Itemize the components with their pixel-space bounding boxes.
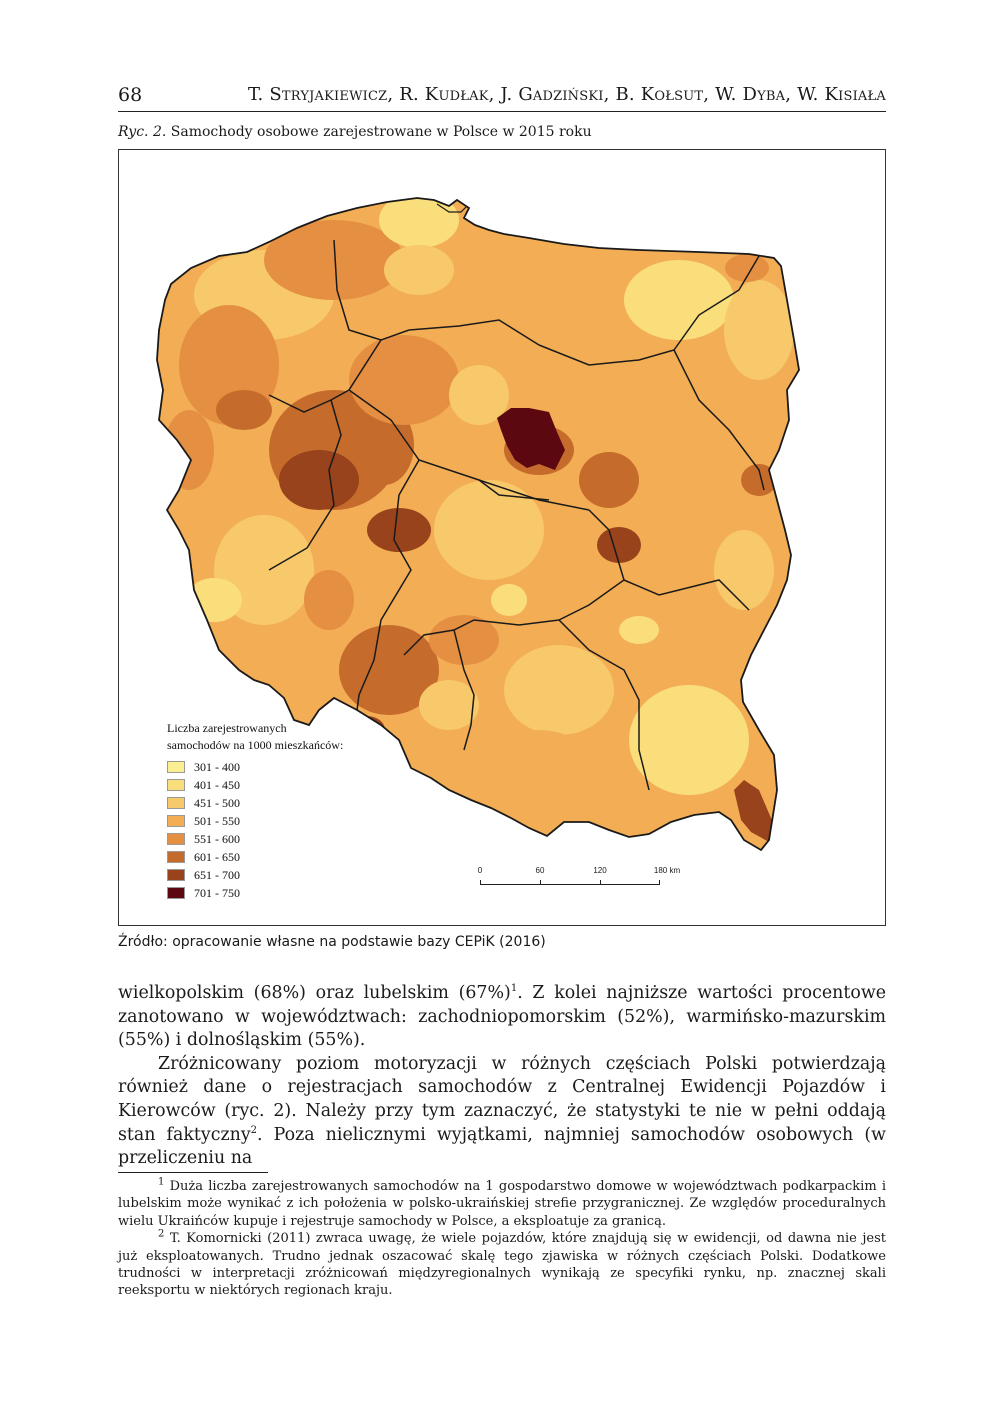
legend-item [167,830,343,848]
scale-tick [540,880,541,885]
legend-swatch [167,833,185,845]
legend-swatch [167,797,185,809]
scale-tick [600,880,601,885]
legend-item [167,776,343,794]
legend-swatch [167,851,185,863]
running-authors: T. Stryjakiewicz, R. Kudłak, J. Gadziński, B. Kołsut, W. Dyba, W. Kisiała [247,84,886,105]
scale-line [480,880,660,885]
figure-source: Źródło: opracowanie własne na podstawie bazy CEPiK (2016) [118,934,546,950]
legend-item [167,884,343,902]
footnote-text: T. Komornicki (2011) zwraca uwagę, że wiele pojazdów, które znajdują się w ewidencji, od dawna nie jest już eksploatowanych. Trudno jednak oszacować skalę tego zjawiska w różnych częściach Polski. Dodatkowe trudności w interpretacji zróżnicowań międzyregionalnych wynikają ze specyfiki rynku, np. znacznej skali reeksportu w niektórych regionach kraju. [118,1231,886,1299]
figure-label: Ryc. 2. [118,124,167,140]
legend-item [167,866,343,884]
legend-swatch [167,887,185,899]
paragraph-text: Zróżnicowany poziom motoryzacji w różnych częściach Polski potwierdzają również dane o rejestracjach samochodów z Centralnej Ewidencji Pojazdów i Kierowców (ryc. 2). Należy przy tym zaznaczyć, że statystyki te nie w pełni oddają stan faktyczny [118,1053,886,1145]
running-head [118,82,886,112]
footnote-rule [118,1172,268,1173]
footnote-ref[interactable]: 1 [510,983,518,995]
paragraph-text: . Z kolei najniższe wartości procentowe zanotowano w województwach: zachodniopomorskim (52%), warmińsko-mazurskim (55%) i dolnośląskim (55%). [118,983,887,1051]
scale-label: 120 [593,866,607,875]
legend-label: 551 - 600 [194,831,240,846]
footnotes [118,1178,886,1300]
footnote-number: 2 [158,1228,165,1240]
footnote-number: 1 [158,1176,165,1188]
legend-item [167,758,343,776]
footnote-ref[interactable]: 2 [250,1124,258,1136]
legend-item [167,848,343,866]
legend-label: 701 - 750 [194,885,240,900]
footnote [118,1178,886,1230]
legend-label: 501 - 550 [194,813,240,828]
legend-label: 601 - 650 [194,849,240,864]
legend-item [167,794,343,812]
scale-label: 180 km [653,866,681,875]
legend-item [167,812,343,830]
paragraph [118,982,886,1053]
body-text [118,982,886,1171]
scale-label: 0 [477,866,483,875]
paragraph-text: wielkopolskim (68%) oraz lubelskim (67%) [118,983,511,1003]
legend-title-line1: Liczba zarejestrowanych [167,721,287,735]
legend-label: 451 - 500 [194,795,240,810]
map-legend [167,720,343,902]
legend-swatch [167,761,185,773]
figure-caption-text: Samochody osobowe zarejestrowane w Polsce w 2015 roku [170,124,592,140]
page-number: 68 [118,84,143,106]
scale-label: 60 [535,866,545,875]
legend-title [167,720,343,754]
paragraph [118,1053,886,1171]
legend-swatch [167,869,185,881]
figure-caption [118,124,592,140]
legend-label: 651 - 700 [194,867,240,882]
footnote [118,1230,886,1300]
legend-label: 301 - 400 [194,759,240,774]
figure-frame [118,149,886,926]
paragraph-text: . Poza nielicznymi wyjątkami, najmniej samochodów osobowych (w przeliczeniu na [118,1124,886,1169]
legend-title-line2: samochodów na 1000 mieszkańców: [167,738,344,752]
footnote-text: Duża liczba zarejestrowanych samochodów na 1 gospodarstwo domowe w województwach podkarpackim i lubelskim może wynikać z ich położenia w polsko-ukraińskiej strefie przygranicznej. Ze względów proceduralnych wielu Ukraińców kupuje i rejestruje samochody w Polsce, a eksploatuje za granicą. [118,1179,887,1229]
legend-swatch [167,815,185,827]
legend-label: 401 - 450 [194,777,240,792]
scale-bar [477,866,697,896]
legend-swatch [167,779,185,791]
